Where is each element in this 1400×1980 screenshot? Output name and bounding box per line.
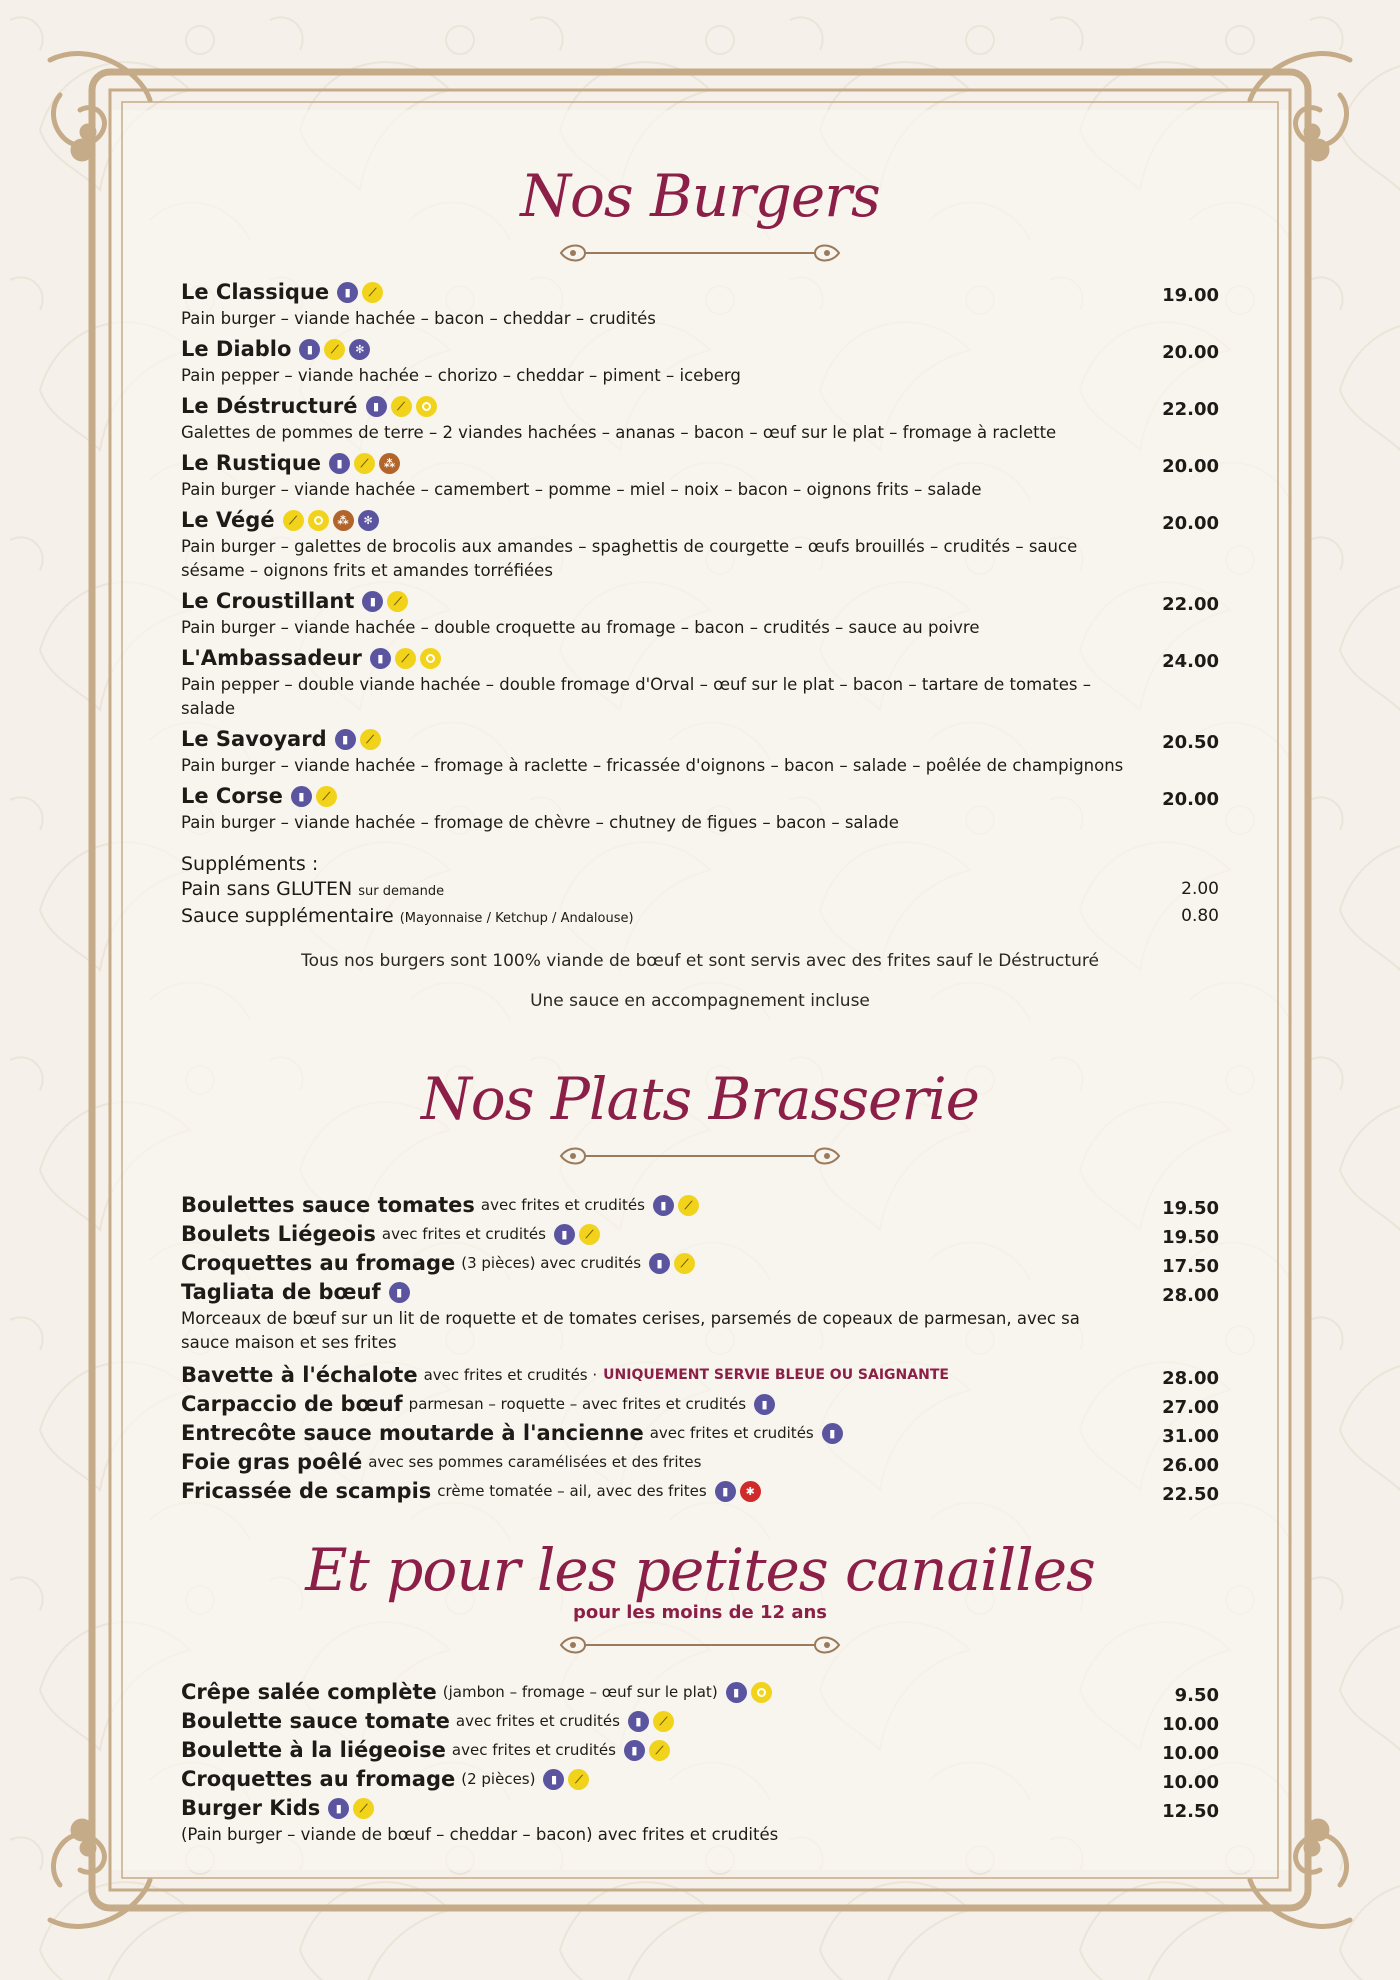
item-name: Burger Kids [181, 1796, 321, 1820]
egg-icon [308, 510, 329, 531]
supplement-label: Pain sans GLUTEN [181, 878, 353, 900]
egg-icon [416, 396, 437, 417]
item-price: 22.00 [1162, 399, 1219, 420]
milk-icon: ▮ [726, 1682, 747, 1703]
milk-icon: ▮ [653, 1195, 674, 1216]
supplement-label: Sauce supplémentaire [181, 905, 394, 927]
item-description: Morceaux de bœuf sur un lit de roquette et de tomates cerises, parsemés de copeaux de parmesan, avec sa sauce maison et ses frites [181, 1309, 1080, 1352]
item-price: 31.00 [1162, 1426, 1219, 1447]
item-price: 10.00 [1162, 1743, 1219, 1764]
item-price: 28.00 [1162, 1368, 1219, 1389]
milk-icon: ▮ [337, 282, 358, 303]
item-description: Galettes de pommes de terre – 2 viandes hachées – ananas – bacon – œuf sur le plat – fromage à raclette [181, 423, 1057, 442]
milk-icon: ▮ [329, 453, 350, 474]
milk-icon: ▮ [624, 1740, 645, 1761]
brasserie-section [181, 1063, 1219, 1506]
item-description: (Pain burger – viande de bœuf – cheddar – bacon) avec frites et crudités [181, 1825, 779, 1844]
item-name: Le Croustillant [181, 589, 355, 613]
item-price: 20.00 [1162, 456, 1219, 477]
supplement-price: 2.00 [1181, 879, 1219, 899]
wheat-icon: ⟋ [395, 648, 416, 669]
menu-item [181, 1448, 1219, 1477]
burgers-list [181, 278, 1219, 835]
item-name: Boulets Liégeois [181, 1222, 376, 1246]
item-description: Pain burger – viande hachée – double croquette au fromage – bacon – crudités – sauce au poivre [181, 618, 980, 637]
item-name: L'Ambassadeur [181, 646, 362, 670]
serving-note: UNIQUEMENT SERVIE BLEUE OU SAIGNANTE [603, 1367, 949, 1383]
item-description: Pain burger – viande hachée – camembert – pomme – miel – noix – bacon – oignons frits – salade [181, 480, 982, 499]
item-price: 10.00 [1162, 1714, 1219, 1735]
item-price: 26.00 [1162, 1455, 1219, 1476]
milk-icon: ▮ [299, 339, 320, 360]
item-name: Bavette à l'échalote [181, 1363, 418, 1387]
kids-title: Et pour les petites canailles [305, 1536, 1095, 1604]
supplement-detail: (Mayonnaise / Ketchup / Andalouse) [399, 911, 634, 926]
supplement-detail: sur demande [358, 884, 445, 899]
milk-icon: ▮ [362, 591, 383, 612]
wheat-icon: ⟋ [674, 1253, 695, 1274]
menu-item [181, 587, 1219, 640]
item-price: 20.50 [1162, 732, 1219, 753]
milk-icon: ▮ [628, 1711, 649, 1732]
menu-item [181, 1390, 1219, 1419]
menu-item [181, 1220, 1219, 1249]
item-name: Croquettes au fromage [181, 1767, 456, 1791]
menu-item [181, 725, 1219, 778]
divider-ornament [555, 240, 845, 266]
supplement-row [181, 877, 1219, 904]
item-description: Pain pepper – viande hachée – chorizo – cheddar – piment – iceberg [181, 366, 741, 385]
milk-icon: ▮ [543, 1769, 564, 1790]
egg-icon [751, 1682, 772, 1703]
item-price: 22.50 [1162, 1484, 1219, 1505]
menu-item [181, 449, 1219, 502]
divider-ornament [555, 1143, 845, 1169]
item-name: Croquettes au fromage [181, 1251, 456, 1275]
kids-list [181, 1678, 1219, 1847]
item-name: Le Corse [181, 784, 283, 808]
menu-item [181, 1765, 1219, 1794]
menu-item [181, 392, 1219, 445]
item-price: 12.50 [1162, 1801, 1219, 1822]
supplement-price: 0.80 [1181, 906, 1219, 926]
item-name: Le Classique [181, 280, 330, 304]
wheat-icon: ⟋ [678, 1195, 699, 1216]
nuts-icon: ⁂ [379, 453, 400, 474]
item-inline-description: (jambon – fromage – œuf sur le plat) [442, 1683, 718, 1701]
brasserie-list [181, 1191, 1219, 1506]
item-price: 28.00 [1162, 1285, 1219, 1306]
item-name: Carpaccio de bœuf [181, 1392, 403, 1416]
item-price: 27.00 [1162, 1397, 1219, 1418]
kids-subtitle: pour les moins de 12 ans [572, 1602, 827, 1623]
supplements [181, 851, 1219, 931]
item-description: Pain burger – viande hachée – fromage de chèvre – chutney de figues – bacon – salade [181, 813, 899, 832]
divider-ornament [555, 1632, 845, 1658]
item-name: Foie gras poêlé [181, 1450, 363, 1474]
menu-item [181, 1419, 1219, 1448]
item-price: 9.50 [1174, 1685, 1219, 1706]
item-description: Pain burger – viande hachée – fromage à raclette – fricassée d'oignons – bacon – salade – poêlée de champignons [181, 756, 1124, 775]
menu-item [181, 506, 1219, 583]
wheat-icon: ⟋ [391, 396, 412, 417]
wheat-icon: ⟋ [353, 1798, 374, 1819]
item-price: 10.00 [1162, 1772, 1219, 1793]
milk-icon: ▮ [554, 1224, 575, 1245]
milk-icon: ▮ [715, 1481, 736, 1502]
milk-icon: ▮ [754, 1394, 775, 1415]
wheat-icon: ⟋ [324, 339, 345, 360]
menu-item [181, 1794, 1219, 1847]
item-inline-description: (2 pièces) [461, 1770, 536, 1788]
menu-item [181, 1278, 1219, 1355]
item-inline-description: avec ses pommes caramélisées et des frites [368, 1453, 702, 1471]
item-name: Le Végé [181, 508, 275, 532]
nuts-icon: ⁂ [333, 510, 354, 531]
item-price: 19.50 [1162, 1227, 1219, 1248]
item-name: Le Diablo [181, 337, 292, 361]
burgers-notes [181, 941, 1219, 1021]
wheat-icon: ⟋ [387, 591, 408, 612]
milk-icon: ▮ [822, 1423, 843, 1444]
menu-item [181, 1678, 1219, 1707]
item-inline-description: parmesan – roquette – avec frites et crudités [408, 1395, 747, 1413]
wheat-icon: ⟋ [568, 1769, 589, 1790]
item-name: Crêpe salée complète [181, 1680, 437, 1704]
item-price: 20.00 [1162, 789, 1219, 810]
menu-item [181, 782, 1219, 835]
item-name: Fricassée de scampis [181, 1479, 432, 1503]
item-price: 24.00 [1162, 651, 1219, 672]
item-name: Entrecôte sauce moutarde à l'ancienne [181, 1421, 644, 1445]
menu-item [181, 1191, 1219, 1220]
sesame-icon: ✻ [349, 339, 370, 360]
burgers-note: Tous nos burgers sont 100% viande de bœuf et sont servis avec des frites sauf le Déstructuré [301, 951, 1099, 971]
wheat-icon: ⟋ [362, 282, 383, 303]
milk-icon: ▮ [335, 729, 356, 750]
item-description: Pain burger – galettes de brocolis aux amandes – spaghettis de courgette – œufs brouillés – crudités – sauce sésame – oignons frits et amandes torréfiées [181, 537, 1078, 580]
item-price: 19.00 [1162, 285, 1219, 306]
item-name: Tagliata de bœuf [181, 1280, 381, 1304]
item-inline-description: (3 pièces) avec crudités [461, 1254, 642, 1272]
item-price: 20.00 [1162, 513, 1219, 534]
menu-item [181, 1361, 1219, 1390]
wheat-icon: ⟋ [360, 729, 381, 750]
milk-icon: ▮ [649, 1253, 670, 1274]
item-name: Le Déstructuré [181, 394, 358, 418]
supplements-title: Suppléments : [181, 853, 319, 875]
item-inline-description: avec frites et crudités [649, 1424, 814, 1442]
menu-item [181, 644, 1219, 721]
brasserie-title: Nos Plats Brasserie [421, 1065, 979, 1133]
wheat-icon: ⟋ [283, 510, 304, 531]
egg-icon [420, 648, 441, 669]
item-name: Boulette sauce tomate [181, 1709, 450, 1733]
wheat-icon: ⟋ [354, 453, 375, 474]
sauce-note: Une sauce en accompagnement incluse [530, 991, 870, 1011]
milk-icon: ▮ [370, 648, 391, 669]
item-inline-description: avec frites et crudités [455, 1712, 620, 1730]
menu-content [181, 160, 1219, 1847]
item-inline-description: avec frites et crudités [451, 1741, 616, 1759]
milk-icon: ▮ [366, 396, 387, 417]
item-inline-description: avec frites et crudités [381, 1225, 546, 1243]
kids-section [181, 1538, 1219, 1847]
burgers-title: Nos Burgers [520, 162, 880, 230]
menu-item [181, 1249, 1219, 1278]
wheat-icon: ⟋ [653, 1711, 674, 1732]
item-description: Pain burger – viande hachée – bacon – cheddar – crudités [181, 309, 656, 328]
milk-icon: ▮ [328, 1798, 349, 1819]
shellfish-icon: ✱ [740, 1481, 761, 1502]
item-inline-description: crème tomatée – ail, avec des frites [437, 1482, 707, 1500]
menu-item [181, 278, 1219, 331]
item-price: 22.00 [1162, 594, 1219, 615]
item-name: Boulettes sauce tomates [181, 1193, 475, 1217]
item-price: 17.50 [1162, 1256, 1219, 1277]
item-inline-description: avec frites et crudités · [423, 1366, 598, 1384]
milk-icon: ▮ [291, 786, 312, 807]
menu-item [181, 1477, 1219, 1506]
wheat-icon: ⟋ [649, 1740, 670, 1761]
wheat-icon: ⟋ [579, 1224, 600, 1245]
menu-item [181, 335, 1219, 388]
item-price: 19.50 [1162, 1198, 1219, 1219]
item-price: 20.00 [1162, 342, 1219, 363]
supplement-row [181, 904, 1219, 931]
item-name: Boulette à la liégeoise [181, 1738, 446, 1762]
menu-item [181, 1707, 1219, 1736]
menu-item [181, 1736, 1219, 1765]
sesame-icon: ✻ [358, 510, 379, 531]
item-inline-description: avec frites et crudités [480, 1196, 645, 1214]
wheat-icon: ⟋ [316, 786, 337, 807]
milk-icon: ▮ [389, 1282, 410, 1303]
item-description: Pain pepper – double viande hachée – double fromage d'Orval – œuf sur le plat – bacon – tartare de tomates – salade [181, 675, 1091, 718]
item-name: Le Rustique [181, 451, 322, 475]
burgers-section [181, 160, 1219, 1021]
item-name: Le Savoyard [181, 727, 327, 751]
